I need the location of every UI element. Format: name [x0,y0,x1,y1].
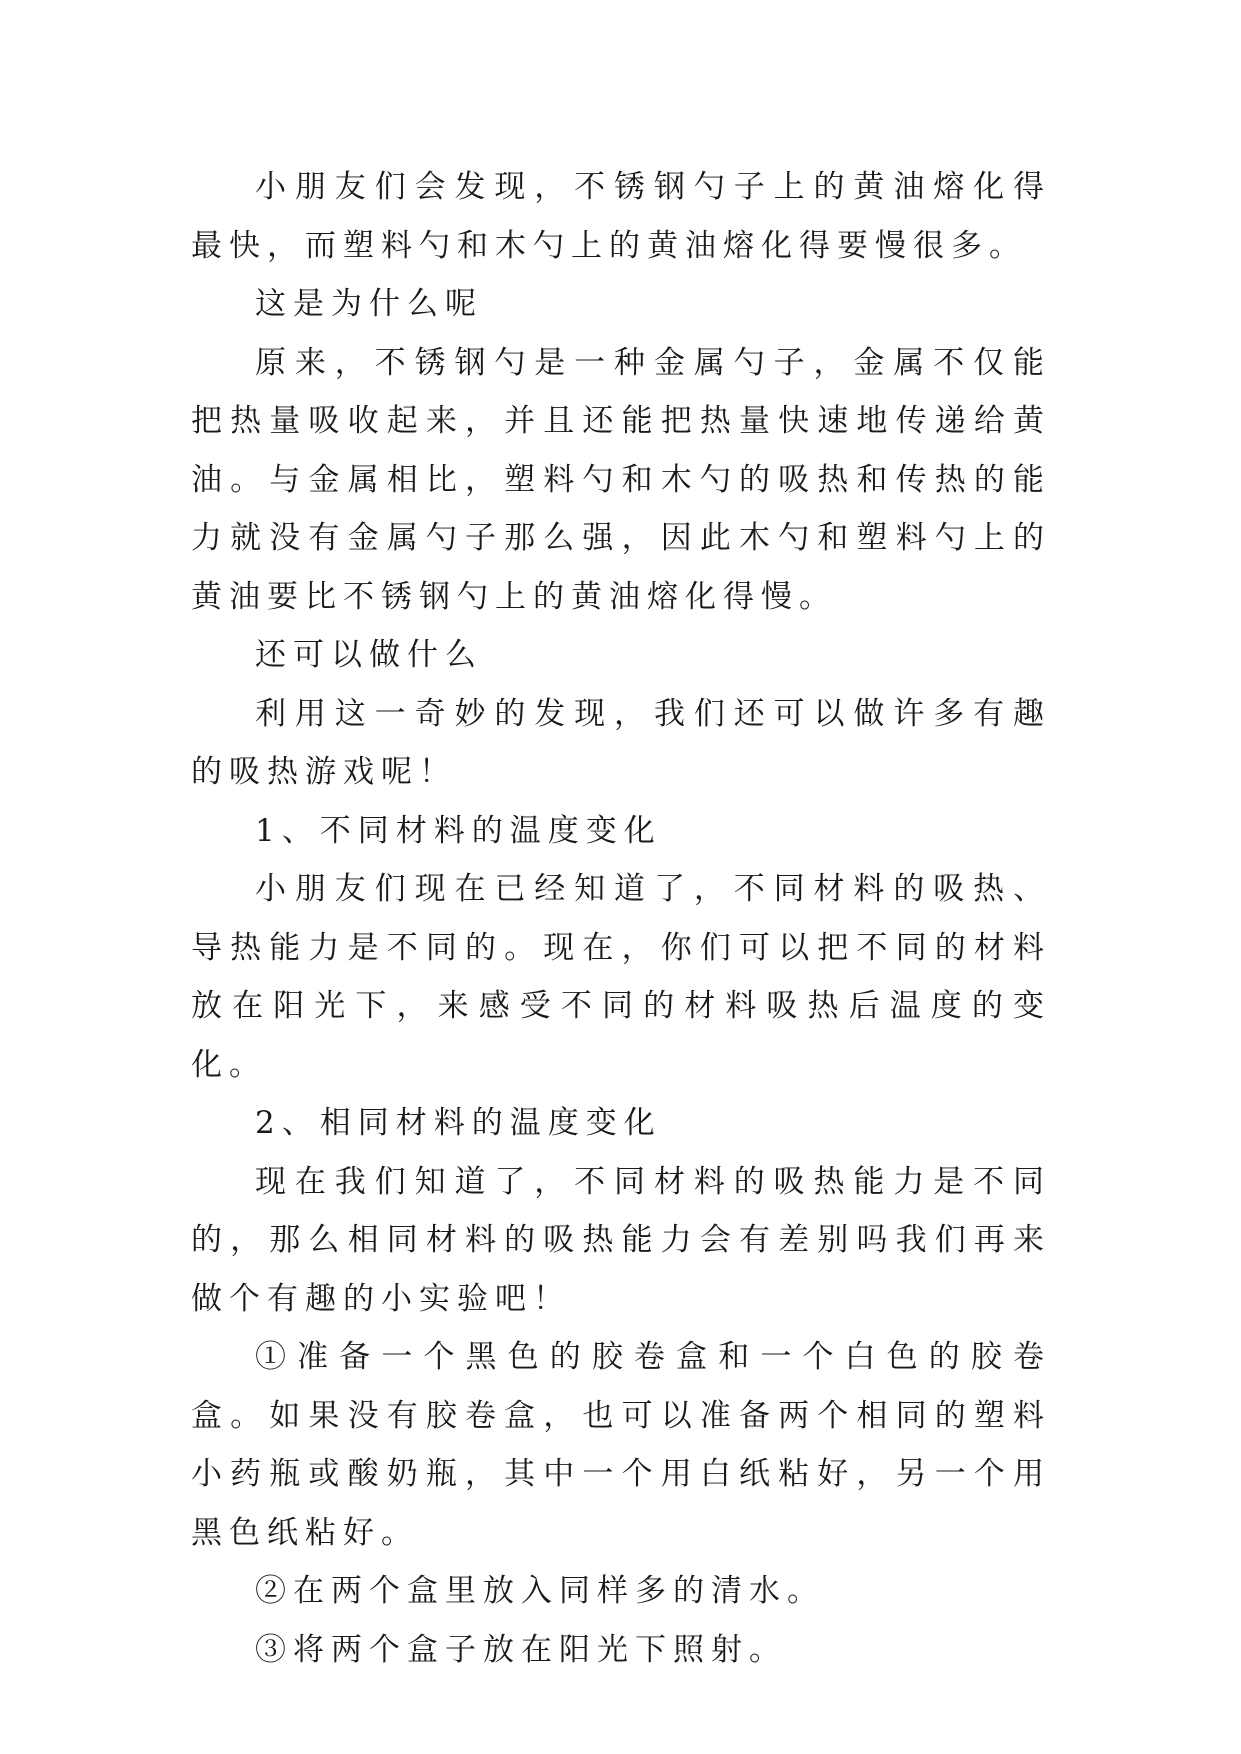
document-body [191,158,1051,1679]
paragraph-item-1-body: 小朋友们现在已经知道了，不同材料的吸热、导热能力是不同的。现在，你们可以把不同的材料放在阳光下，来感受不同的材料吸热后温度的变化。 [191,871,1051,1083]
paragraph-step-3: ③将两个盒子放在阳光下照射。 [255,1631,787,1668]
paragraph-explanation: 原来，不锈钢勺是一种金属勺子，金属不仅能把热量吸收起来，并且还能把热量快速地传递给黄油。与金属相比，塑料勺和木勺的吸热和传热的能力就没有金属勺子那么强，因此木勺和塑料勺上的黄油要比不锈钢勺上的黄油熔化得慢。 [191,344,1051,615]
paragraph-item-1-heading: 1、不同材料的温度变化 [255,812,662,849]
paragraph-item-2-body: 现在我们知道了，不同材料的吸热能力是不同的，那么相同材料的吸热能力会有差别吗我们再来做个有趣的小实验吧！ [191,1163,1051,1317]
paragraph-item-2-heading: 2、相同材料的温度变化 [255,1105,662,1141]
paragraph-step-1: ①准备一个黑色的胶卷盒和一个白色的胶卷盒。如果没有胶卷盒，也可以准备两个相同的塑料小药瓶或酸奶瓶，其中一个用白纸粘好，另一个用黑色纸粘好。 [191,1339,1051,1551]
paragraph-heading-what-else: 还可以做什么 [255,637,483,673]
paragraph-step-2: ②在两个盒里放入同样多的清水。 [255,1573,825,1609]
paragraph-observation: 小朋友们会发现，不锈钢勺子上的黄油熔化得最快，而塑料勺和木勺上的黄油熔化得要慢很多。 [191,169,1051,264]
paragraph-question-why: 这是为什么呢 [255,286,483,322]
paragraph-games-intro: 利用这一奇妙的发现，我们还可以做许多有趣的吸热游戏呢！ [191,695,1051,790]
